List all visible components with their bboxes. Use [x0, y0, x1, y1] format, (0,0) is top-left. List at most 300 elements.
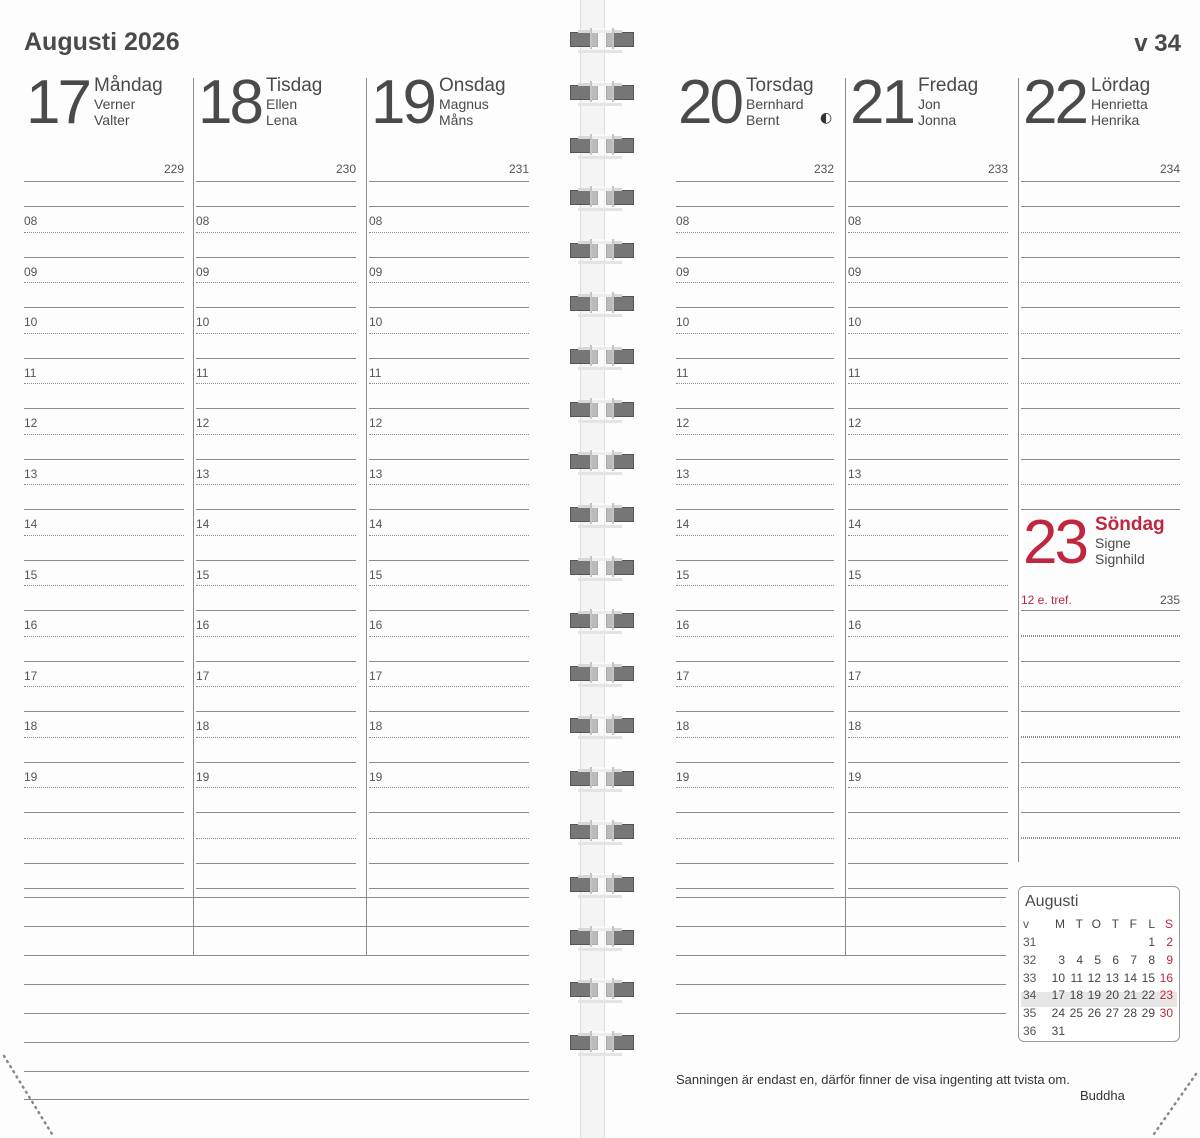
mini-calendar-day: 30: [1159, 1006, 1173, 1021]
ruled-line: [196, 686, 356, 687]
ruled-line: [369, 812, 529, 813]
ruled-line: [369, 737, 529, 738]
ruled-line: [1021, 333, 1180, 334]
ruled-line: [24, 711, 184, 712]
ruled-line: [1021, 838, 1180, 839]
ruled-line: [676, 282, 834, 283]
ruled-line: [1021, 459, 1180, 460]
hour-label: 17: [24, 669, 38, 683]
ruled-line: [196, 535, 356, 536]
quote-text: Sanningen är endast en, därför finner de visa ingenting att tvista om.: [676, 1072, 1070, 1087]
name-day: Henrietta: [1091, 96, 1148, 112]
mini-calendar-day: 21: [1123, 988, 1137, 1003]
ruled-line: [848, 383, 1008, 384]
ruled-line: [1021, 635, 1180, 636]
ruled-line: [1021, 686, 1180, 687]
ruled-line: [848, 661, 1008, 662]
hour-label: 13: [196, 467, 210, 481]
mini-calendar-day: 9: [1166, 952, 1173, 967]
hour-label: 16: [676, 618, 690, 632]
ruled-line: [848, 560, 1008, 561]
column-divider: [193, 78, 194, 955]
ruled-line: [24, 509, 184, 510]
ruled-line: [1021, 837, 1180, 838]
hour-label: 19: [848, 770, 862, 784]
name-day: Bernhard: [746, 96, 804, 112]
spiral-ring: [570, 186, 632, 208]
ruled-line: [676, 711, 834, 712]
ruled-line: [369, 434, 529, 435]
ruled-line: [848, 787, 1008, 788]
ring-wire: [590, 714, 614, 735]
ruled-line: [676, 333, 834, 334]
hour-label: 16: [369, 618, 383, 632]
name-day: Jon: [918, 96, 941, 112]
hour-label: 10: [24, 315, 38, 329]
ruled-line: [369, 459, 529, 460]
ruled-line: [676, 509, 834, 510]
hour-label: 15: [24, 568, 38, 582]
ruled-line: [848, 206, 1008, 207]
spiral-ring: [570, 503, 632, 525]
ruled-line: [1021, 232, 1180, 233]
ruled-line: [196, 838, 356, 839]
ruled-line: [676, 560, 834, 561]
hour-label: 15: [676, 568, 690, 582]
ring-wire: [590, 978, 614, 999]
spiral-ring: [570, 926, 632, 948]
ruled-line: [369, 257, 529, 258]
ruled-line: [848, 762, 1008, 763]
notes-line: [24, 1042, 529, 1043]
ruled-line: [848, 307, 1008, 308]
ruled-line: [676, 888, 834, 889]
day-of-year: 234: [1159, 162, 1180, 176]
ruled-line: [848, 181, 1008, 182]
ruled-line: [24, 838, 184, 839]
mini-calendar-week: 34: [1023, 988, 1037, 1003]
ruled-line: [1021, 762, 1180, 763]
hour-label: 14: [848, 517, 862, 531]
mini-calendar-day: 20: [1105, 988, 1119, 1003]
mini-calendar-header: T: [1075, 917, 1083, 931]
ruled-line: [676, 358, 834, 359]
notes-line: [24, 1099, 529, 1100]
hour-label: 14: [196, 517, 210, 531]
month-year-title: Augusti 2026: [24, 28, 180, 56]
hour-label: 11: [24, 366, 37, 380]
ruled-line: [848, 434, 1008, 435]
spiral-ring: [570, 662, 632, 684]
ruled-line: [196, 812, 356, 813]
spiral-ring: [570, 609, 632, 631]
notes-line: [676, 984, 1006, 985]
ruled-line: [24, 333, 184, 334]
ruled-line: [24, 484, 184, 485]
ruled-line: [369, 888, 529, 889]
name-day: Måns: [439, 112, 474, 128]
ring-wire: [590, 186, 614, 207]
ruled-line: [676, 257, 834, 258]
name-day: Bernt: [746, 112, 780, 128]
mini-calendar-title: Augusti: [1025, 893, 1079, 910]
name-day: Ellen: [266, 96, 298, 112]
mini-calendar-day: 28: [1123, 1006, 1137, 1021]
ruled-line: [369, 232, 529, 233]
ruled-line: [24, 535, 184, 536]
mini-calendar-day: 18: [1069, 988, 1083, 1003]
ruled-line: [196, 282, 356, 283]
ruled-line: [196, 863, 356, 864]
ruled-line: [24, 863, 184, 864]
ruled-line: [24, 282, 184, 283]
mini-calendar-day: 5: [1094, 952, 1101, 967]
mini-calendar-header: T: [1111, 917, 1119, 931]
ruled-line: [1021, 257, 1180, 258]
spiral-ring: [570, 239, 632, 261]
ruled-line: [369, 686, 529, 687]
ruled-line: [369, 282, 529, 283]
column-divider: [845, 78, 846, 955]
ruled-line: [369, 358, 529, 359]
mini-calendar-day: 7: [1130, 952, 1137, 967]
hour-label: 15: [196, 568, 210, 582]
ruled-line: [676, 383, 834, 384]
mini-calendar-day: 25: [1069, 1006, 1083, 1021]
mini-calendar-day: 13: [1105, 970, 1119, 985]
hour-label: 11: [369, 366, 382, 380]
ruled-line: [848, 812, 1008, 813]
notes-line: [24, 1071, 529, 1072]
hour-label: 12: [848, 416, 862, 430]
hour-label: 09: [676, 265, 690, 279]
ruled-line: [24, 232, 184, 233]
ruled-line: [1021, 206, 1180, 207]
ring-wire: [590, 398, 614, 419]
hour-label: 18: [196, 719, 210, 733]
ruled-line: [1021, 711, 1180, 712]
ruled-line: [676, 863, 834, 864]
hour-label: 13: [24, 467, 38, 481]
hour-label: 16: [848, 618, 862, 632]
spiral-ring: [570, 134, 632, 156]
ruled-line: [196, 888, 356, 889]
ruled-line: [369, 535, 529, 536]
mini-calendar-week: 32: [1023, 952, 1037, 967]
ruled-line: [848, 535, 1008, 536]
ruled-line: [676, 459, 834, 460]
ruled-line: [24, 585, 184, 586]
ruled-line: [196, 206, 356, 207]
column-divider: [1018, 78, 1019, 862]
mini-calendar-day: 4: [1076, 952, 1083, 967]
ruled-line: [24, 812, 184, 813]
ruled-line: [676, 484, 834, 485]
ruled-line: [24, 888, 184, 889]
ruled-line: [369, 610, 529, 611]
ruled-line: [196, 434, 356, 435]
ruled-line: [676, 434, 834, 435]
day-name: Fredag: [918, 75, 979, 96]
day-number: 21: [850, 68, 913, 137]
ruled-line: [196, 181, 356, 182]
mini-calendar-day: 10: [1051, 970, 1065, 985]
ruled-line: [1021, 812, 1180, 813]
ruled-line: [676, 610, 834, 611]
hour-label: 08: [676, 214, 690, 228]
moon-phase-icon: ◐: [820, 110, 833, 126]
ruled-line: [24, 661, 184, 662]
ring-wire: [590, 28, 614, 49]
hour-label: 15: [848, 568, 862, 582]
spiral-ring: [570, 767, 632, 789]
ruled-line: [196, 408, 356, 409]
ruled-line: [196, 383, 356, 384]
ruled-line: [369, 509, 529, 510]
name-day: Valter: [94, 112, 130, 128]
day-number: 17: [26, 68, 89, 137]
hour-label: 12: [24, 416, 38, 430]
week-number: v 34: [1134, 30, 1181, 57]
mini-calendar-week: 35: [1023, 1006, 1037, 1021]
ruled-line: [196, 711, 356, 712]
mini-calendar-header: S: [1164, 917, 1173, 931]
ruled-line: [196, 358, 356, 359]
spiral-ring: [570, 556, 632, 578]
day-name: Måndag: [94, 75, 163, 96]
ruled-line: [676, 535, 834, 536]
ruled-line: [1021, 484, 1180, 485]
spiral-ring: [570, 820, 632, 842]
mini-calendar-header: L: [1148, 917, 1155, 931]
ruled-line: [369, 206, 529, 207]
hour-label: 10: [196, 315, 210, 329]
mini-calendar-header: O: [1091, 917, 1101, 931]
hour-label: 17: [848, 669, 862, 683]
hour-label: 14: [676, 517, 690, 531]
notes-line: [24, 955, 529, 956]
hour-label: 17: [196, 669, 210, 683]
column-divider: [366, 78, 367, 955]
ruled-line: [24, 307, 184, 308]
spiral-ring: [570, 714, 632, 736]
ruled-line: [848, 737, 1008, 738]
ruled-line: [24, 787, 184, 788]
ruled-line: [24, 610, 184, 611]
sunday-name: Söndag: [1095, 514, 1165, 535]
hour-label: 17: [369, 669, 383, 683]
name-day: Henrika: [1091, 112, 1140, 128]
mini-calendar-day: 26: [1087, 1006, 1101, 1021]
ruled-line: [1021, 181, 1180, 182]
ruled-line: [1021, 434, 1180, 435]
mini-calendar-day: 31: [1051, 1024, 1065, 1038]
ruled-line: [196, 307, 356, 308]
notes-line: [676, 955, 1006, 956]
ruled-line: [676, 408, 834, 409]
ruled-line: [1021, 282, 1180, 283]
ruled-line: [24, 434, 184, 435]
ruled-line: [1021, 661, 1180, 662]
ruled-line: [369, 838, 529, 839]
ruled-line: [196, 585, 356, 586]
ruled-line: [848, 686, 1008, 687]
hour-label: 13: [369, 467, 383, 481]
ruled-line: [196, 333, 356, 334]
hour-label: 12: [196, 416, 210, 430]
ruled-line: [369, 585, 529, 586]
ring-wire: [590, 609, 614, 630]
ruled-line: [676, 762, 834, 763]
mini-calendar-header: v: [1023, 917, 1029, 931]
day-number: 18: [198, 68, 261, 137]
ring-wire: [590, 556, 614, 577]
ring-wire: [590, 81, 614, 102]
ruled-line: [848, 711, 1008, 712]
ruled-line: [676, 636, 834, 637]
spiral-ring: [570, 450, 632, 472]
hour-label: 09: [196, 265, 210, 279]
ruled-line: [369, 484, 529, 485]
hour-label: 11: [196, 366, 209, 380]
ruled-line: [369, 661, 529, 662]
hour-label: 10: [848, 315, 862, 329]
ruled-line: [676, 812, 834, 813]
ruled-line: [24, 206, 184, 207]
mini-calendar-week: 31: [1023, 935, 1037, 949]
ruled-line: [848, 333, 1008, 334]
ruled-line: [369, 636, 529, 637]
ruled-line: [24, 459, 184, 460]
ruled-line: [848, 484, 1008, 485]
ring-wire: [590, 767, 614, 788]
ruled-line: [848, 863, 1008, 864]
ring-wire: [590, 820, 614, 841]
ruled-line: [848, 610, 1008, 611]
hour-label: 18: [24, 719, 38, 733]
ruled-line: [1021, 307, 1180, 308]
hour-label: 19: [24, 770, 38, 784]
ruled-line: [196, 636, 356, 637]
day-name: Lördag: [1091, 75, 1151, 96]
ring-wire: [590, 873, 614, 894]
day-name: Onsdag: [439, 75, 506, 96]
ring-wire: [590, 239, 614, 260]
hour-label: 18: [848, 719, 862, 733]
mini-calendar-day: 1: [1148, 935, 1155, 949]
ruled-line: [848, 282, 1008, 283]
ruled-line: [369, 333, 529, 334]
sunday-name-day: Signe: [1095, 535, 1131, 551]
mini-calendar-day: 12: [1087, 970, 1101, 985]
ruled-line: [676, 232, 834, 233]
name-day: Verner: [94, 96, 136, 112]
ruled-line: [369, 863, 529, 864]
hour-label: 12: [369, 416, 383, 430]
ruled-line: [369, 181, 529, 182]
hour-label: 09: [24, 265, 38, 279]
day-name: Tisdag: [266, 75, 323, 96]
notes-line: [24, 984, 529, 985]
ruled-line: [676, 838, 834, 839]
ruled-line: [369, 383, 529, 384]
corner-perforation-right: [1140, 1070, 1200, 1138]
hour-label: 08: [369, 214, 383, 228]
ruled-line: [848, 232, 1008, 233]
day-of-year: 233: [987, 162, 1008, 176]
hour-label: 08: [24, 214, 38, 228]
mini-calendar-day: 24: [1051, 1006, 1065, 1021]
spiral-ring: [570, 1031, 632, 1053]
ruled-line: [676, 307, 834, 308]
spiral-ring: [570, 873, 632, 895]
sunday-number: 23: [1023, 508, 1086, 577]
ruled-line: [196, 661, 356, 662]
ruled-line: [676, 206, 834, 207]
mini-calendar-week: 33: [1023, 970, 1037, 985]
ruled-line: [848, 636, 1008, 637]
ruled-line: [676, 686, 834, 687]
notes-line: [24, 897, 529, 898]
mini-calendar: [1018, 886, 1180, 1042]
hour-label: 18: [676, 719, 690, 733]
hour-label: 16: [24, 618, 38, 632]
mini-calendar-header: F: [1129, 917, 1137, 931]
hour-label: 08: [848, 214, 862, 228]
ruled-line: [196, 610, 356, 611]
hour-label: 08: [196, 214, 210, 228]
hour-label: 10: [369, 315, 383, 329]
ruled-line: [848, 585, 1008, 586]
ruled-line: [24, 686, 184, 687]
ring-wire: [590, 345, 614, 366]
mini-calendar-day: 17: [1051, 988, 1065, 1003]
day-number: 20: [678, 68, 741, 137]
day-of-year: 232: [813, 162, 834, 176]
ruled-line: [196, 459, 356, 460]
hour-label: 16: [196, 618, 210, 632]
ruled-line: [196, 787, 356, 788]
hour-label: 18: [369, 719, 383, 733]
ruled-line: [1021, 358, 1180, 359]
mini-calendar-day: 16: [1159, 970, 1173, 985]
ruled-line: [24, 737, 184, 738]
mini-calendar-day: 11: [1070, 970, 1083, 985]
notes-line: [676, 897, 1006, 898]
ruled-line: [24, 636, 184, 637]
ruled-line: [24, 408, 184, 409]
hour-label: 10: [676, 315, 690, 329]
ruled-line: [24, 383, 184, 384]
notes-line: [24, 926, 529, 927]
ring-wire: [590, 450, 614, 471]
sunday-note: 12 e. tref.: [1021, 593, 1072, 607]
ruled-line: [196, 762, 356, 763]
spiral-ring: [570, 81, 632, 103]
ruled-line: [848, 888, 1008, 889]
ruled-line: [369, 787, 529, 788]
hour-label: 12: [676, 416, 690, 430]
mini-calendar-day: 8: [1148, 952, 1155, 967]
ruled-line: [676, 661, 834, 662]
ruled-line: [1021, 636, 1180, 637]
hour-label: 15: [369, 568, 383, 582]
ruled-line: [676, 787, 834, 788]
ruled-line: [848, 408, 1008, 409]
hour-label: 17: [676, 669, 690, 683]
hour-label: 19: [369, 770, 383, 784]
hour-label: 14: [24, 517, 38, 531]
